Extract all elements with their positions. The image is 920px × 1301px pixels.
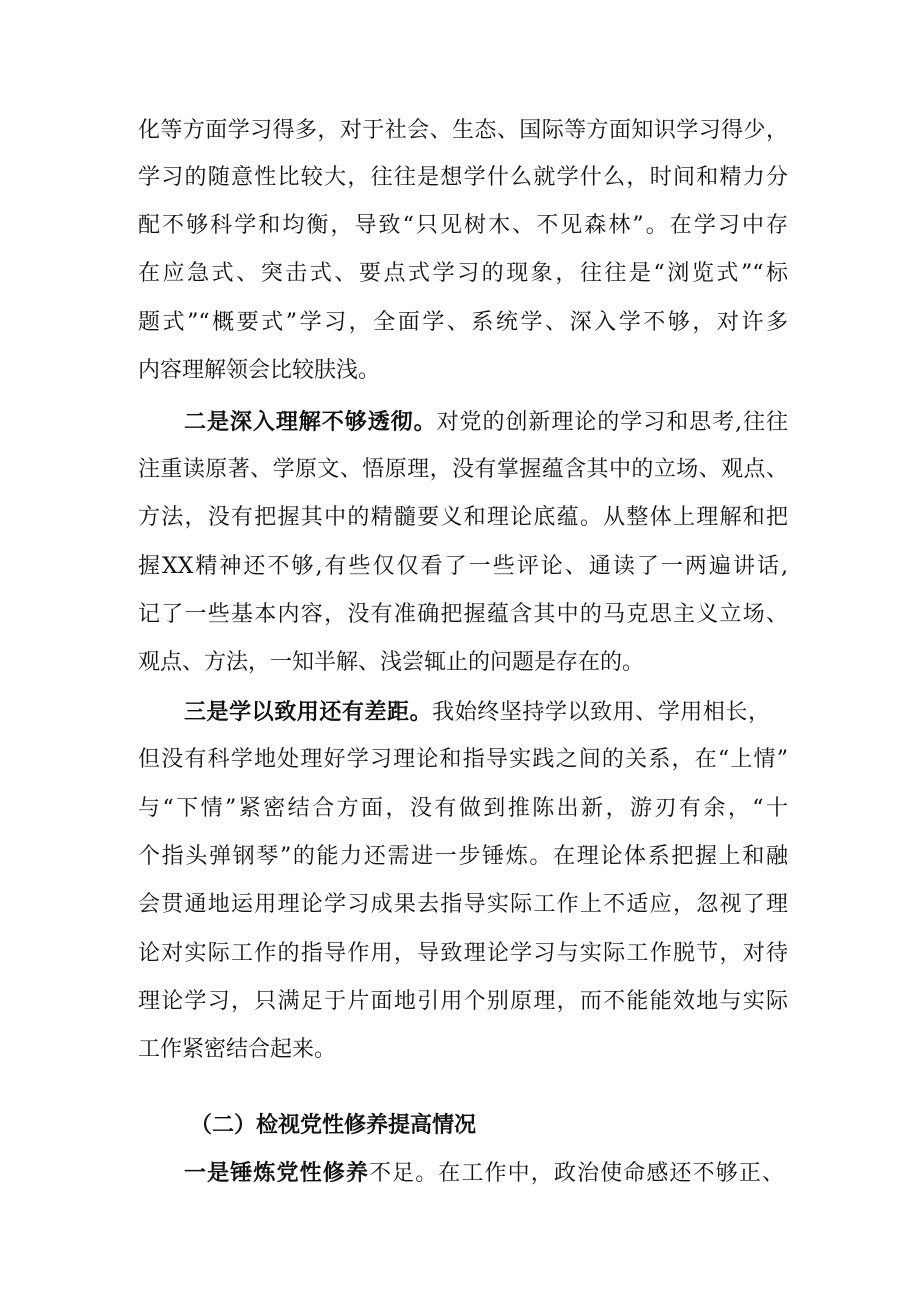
- p2-line-6: 观点、方法，一知半解、浅尝辄止的问题是存在的。: [138, 650, 645, 675]
- p2-line-5: 记了一些基本内容，没有准确把握蕴含其中的马克思主义立场、: [138, 602, 788, 627]
- p1-line-3: 配不够科学和均衡，导致“只见树木、不见森林”。在学习中存: [138, 213, 788, 238]
- p3-line-1: [184, 697, 770, 728]
- p3-line-1-text: 我始终坚持学以致用、学用相长，: [432, 700, 770, 725]
- p3-line-7: 理论学习，只满足于片面地引用个别原理，而不能能效地与实际: [138, 989, 788, 1014]
- p2-line-1-text: 对党的创新理论的学习和思考,往往: [436, 410, 788, 435]
- p3-lead: 三是学以致用还有差距。: [184, 699, 433, 725]
- p1-line-5: 题式”“概要式”学习，全面学、系统学、深入学不够，对许多: [138, 310, 788, 335]
- p1-line-1: 化等方面学习得多，对于社会、生态、国际等方面知识学习得少，: [138, 118, 788, 143]
- p2-lead: 二是深入理解不够透彻。: [184, 409, 437, 435]
- p3-line-2: 但没有科学地处理好学习理论和指导实践之间的关系，在“上情”: [138, 747, 788, 772]
- p4-line-1: [184, 1158, 784, 1189]
- p3-line-3: 与“下情”紧密结合方面，没有做到推陈出新，游刃有余，“十: [138, 796, 788, 821]
- p1-line-4: 在应急式、突击式、要点式学习的现象，往往是“浏览式”“标: [138, 261, 788, 286]
- p3-line-5: 会贯通地运用理论学习成果去指导实际工作上不适应，忽视了理: [138, 892, 788, 917]
- p4-line-1-text: 不足。在工作中，政治使命感还不够正、: [368, 1161, 784, 1186]
- p3-line-4: 个指头弹钢琴”的能力还需进一步锤炼。在理论体系把握上和融: [138, 844, 788, 869]
- p1-line-2: 学习的随意性比较大，往往是想学什么就学什么，时间和精力分: [138, 165, 788, 190]
- section-heading: （二）检视党性修养提高情况: [190, 1112, 477, 1138]
- p2-line-3: 方法，没有把握其中的精髓要义和理论底蕴。从整体上理解和把: [138, 505, 788, 530]
- p2-line-4: 握XX精神还不够,有些仅仅看了一些评论、通读了一两遍讲话,: [138, 554, 788, 579]
- p3-line-6: 论对实际工作的指导作用，导致理论学习与实际工作脱节，对待: [138, 941, 788, 966]
- p4-lead: 一是锤炼党性修养: [184, 1160, 369, 1186]
- p2-line-2: 注重读原著、学原文、悟原理，没有掌握蕴含其中的立场、观点、: [138, 457, 788, 482]
- p3-line-8: 工作紧密结合起来。: [138, 1037, 337, 1062]
- p1-line-6: 内容理解领会比较肤浅。: [138, 358, 381, 383]
- p2-line-1: [184, 407, 788, 438]
